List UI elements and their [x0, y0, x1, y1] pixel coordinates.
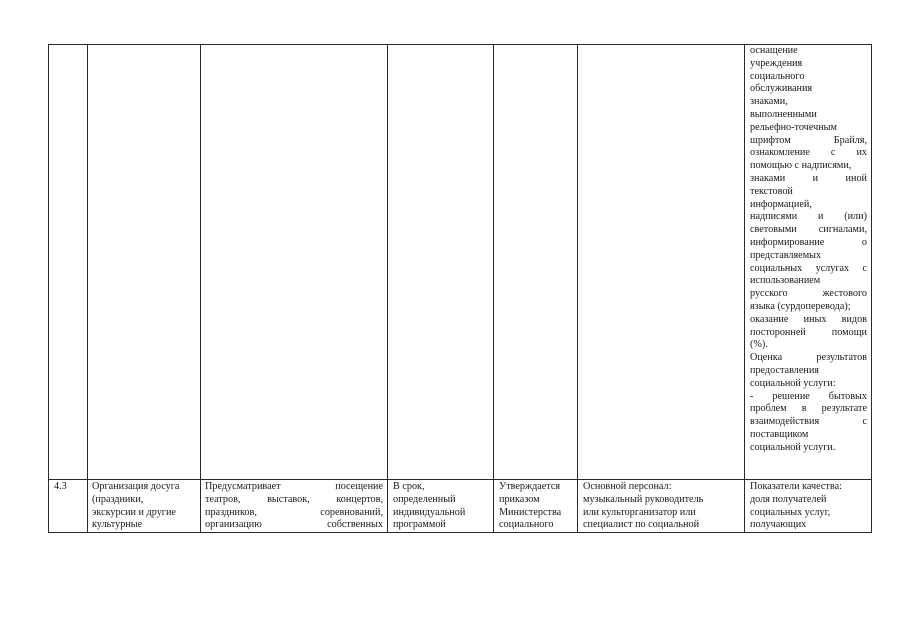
text-line: информацией,: [750, 198, 812, 210]
text-line: социальных услуг,: [750, 506, 831, 518]
text-line: текстовой: [750, 185, 793, 197]
norms-cell: [499, 481, 575, 532]
text-line: ознакомление с их: [750, 147, 867, 159]
service-name-cell: [92, 481, 198, 532]
text-line: Оценка результатов: [750, 352, 867, 364]
text-line: оснащение: [750, 45, 798, 56]
table-bottom-border: [48, 532, 872, 533]
service-description-cell: [205, 481, 383, 532]
continuation-quality-cell: [750, 45, 867, 479]
text-line: театров, выставок, концертов,: [205, 493, 383, 505]
text-line: языка (сурдоперевода);: [750, 300, 851, 312]
text-line: использованием: [750, 275, 821, 287]
text-line: оказание иных видов: [750, 313, 867, 325]
text-line: световыми сигналами,: [750, 224, 867, 236]
deadline-cell: [393, 481, 491, 532]
row-number-cell: [54, 481, 84, 532]
quality-indicators-cell: [750, 481, 867, 532]
column-border: [744, 44, 745, 533]
text-line: культурные: [92, 519, 143, 531]
text-line: - решение бытовых: [750, 390, 867, 402]
text-line: музыкальный руководитель: [583, 493, 704, 505]
text-line: (праздники,: [92, 493, 144, 505]
text-line: социальной услуги.: [750, 441, 836, 453]
column-border: [48, 44, 49, 533]
table-top-border: [48, 44, 872, 45]
text-line: шрифтом Брайля,: [750, 134, 867, 146]
text-line: обслуживания: [750, 83, 813, 95]
text-line: Основной персонал:: [583, 481, 672, 492]
text-line: социального: [499, 519, 554, 531]
text-line: специалист по социальной: [583, 519, 700, 531]
text-line: социальных услугах с: [750, 262, 867, 274]
column-border: [387, 44, 388, 533]
column-border: [871, 44, 872, 533]
row-divider: [48, 479, 872, 480]
text-line: Показатели качества:: [750, 481, 842, 492]
text-line: организацию собственных: [205, 519, 383, 531]
text-line: надписями и (или): [750, 211, 867, 223]
text-line: 4.3: [54, 481, 67, 492]
text-line: экскурсии и другие: [92, 506, 176, 518]
column-border: [200, 44, 201, 533]
text-line: взаимодействия с: [750, 416, 867, 428]
column-border: [577, 44, 578, 533]
text-line: предоставления: [750, 364, 819, 376]
text-line: выполненными: [750, 108, 817, 120]
text-line: индивидуальной: [393, 506, 466, 518]
text-line: знаками,: [750, 96, 788, 108]
text-line: получающих: [750, 519, 807, 531]
staff-cell: [583, 481, 742, 532]
text-line: доля получателей: [750, 493, 827, 505]
text-line: учреждения: [750, 57, 803, 69]
text-line: посторонней помощи: [750, 326, 867, 338]
text-line: программой: [393, 519, 446, 531]
text-line: Утверждается: [499, 481, 561, 492]
text-line: информирование о: [750, 236, 867, 248]
column-border: [493, 44, 494, 533]
text-line: Предусматривает посещение: [205, 481, 383, 492]
text-line: или культорганизатор или: [583, 506, 696, 518]
text-line: социального: [750, 70, 805, 82]
column-border: [87, 44, 88, 533]
text-line: В срок,: [393, 481, 425, 492]
text-line: представляемых: [750, 249, 822, 261]
text-line: (%).: [750, 339, 768, 351]
text-line: русского жестового: [750, 288, 867, 300]
text-line: поставщиком: [750, 428, 809, 440]
text-line: социальной услуги:: [750, 377, 836, 389]
text-line: проблем в результате: [750, 403, 867, 415]
text-line: праздников, соревнований,: [205, 506, 383, 518]
text-line: рельефно-точечным: [750, 121, 837, 133]
text-line: помощью с надписями,: [750, 160, 852, 172]
text-line: знаками и иной: [750, 172, 867, 184]
text-line: приказом: [499, 493, 540, 505]
text-line: определенный: [393, 493, 456, 505]
text-line: Организация досуга: [92, 481, 180, 492]
text-line: Министерства: [499, 506, 562, 518]
